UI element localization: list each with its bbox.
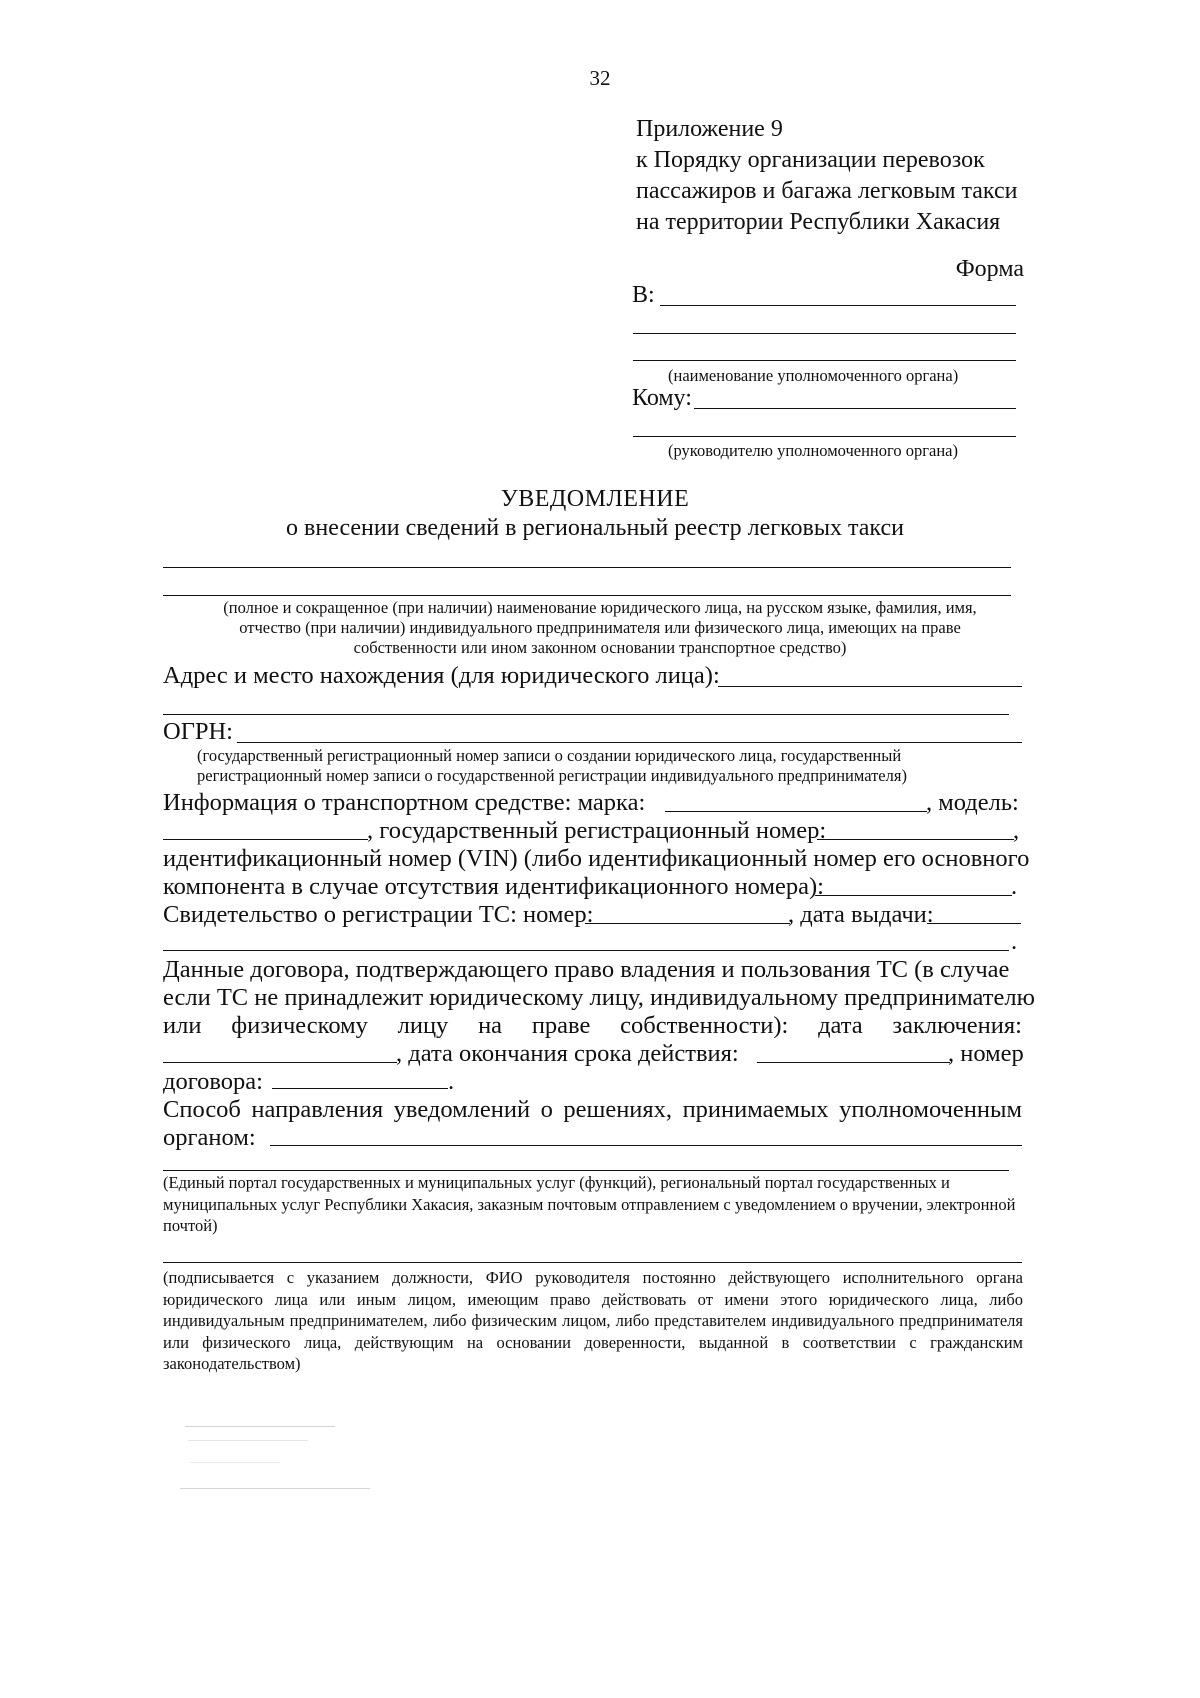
ogrn-field[interactable] [237,742,1022,743]
page-number: 32 [589,66,611,90]
notification-word: уполномоченным [839,1096,1022,1123]
applicant-name-field[interactable] [163,567,1011,568]
whom-field[interactable] [694,408,1016,409]
whom-field-line-2[interactable] [633,436,1016,437]
certificate-issue-date-field[interactable] [927,923,1021,924]
vehicle-brand-field[interactable] [665,811,927,812]
notification-word: о [540,1096,553,1123]
contract-word: собственности): [620,1012,789,1039]
notification-word: решениях, [563,1096,673,1123]
ogrn-caption [197,746,907,786]
certificate-number-field[interactable] [585,923,790,924]
contract-word: заключения: [892,1012,1022,1039]
appendix-line-3: пассажиров и багажа легковым такси [636,178,1018,204]
contract-label: договора: [163,1068,263,1095]
contract-line-3 [163,1012,1022,1040]
form-label: Форма [955,256,1024,282]
to-caption: (наименование уполномоченного органа) [668,366,959,385]
contract-conclusion-date-field[interactable] [163,1062,397,1063]
certificate-period: . [1011,928,1018,955]
applicant-caption [0,598,1200,658]
vin-line-2: компонента в случае отсутствия идентификационного номера): [163,873,824,900]
contract-word: лицу [397,1012,449,1039]
notification-word: Способ [163,1096,241,1123]
address-field[interactable] [718,686,1022,687]
ogrn-caption-line-1: (государственный регистрационный номер записи о создании юридического лица, государственный [197,746,902,765]
document-subtitle: о внесении сведений в региональный реестр легковых такси [286,515,904,541]
applicant-caption-line-2: отчество (при наличии) индивидуального предпринимателя или физического лица, имеющих на праве [239,618,961,637]
contract-word: физическому [231,1012,368,1039]
contract-word: дата [818,1012,863,1039]
applicant-name-field-line-2[interactable] [163,595,1011,596]
certificate-label: Свидетельство о регистрации ТС: номер: [163,901,594,928]
to-field-line-3[interactable] [633,360,1016,361]
vehicle-reg-number-label: , государственный регистрационный номер: [367,817,827,844]
to-label: В: [632,282,655,308]
notification-method-field[interactable] [270,1145,1022,1146]
vehicle-model-field[interactable] [163,839,368,840]
appendix-line-1: Приложение 9 [636,116,783,142]
whom-label: Кому: [632,385,692,411]
notification-method-field-line-2[interactable] [163,1170,1009,1171]
certificate-field-line-2[interactable] [163,950,1009,951]
contract-period: . [448,1068,455,1095]
contract-word: праве [531,1012,591,1039]
vehicle-reg-number-field[interactable] [817,839,1014,840]
applicant-caption-line-3: собственности или ином законном основании транспортное средство) [353,638,847,657]
vin-period: . [1011,873,1018,900]
contract-end-date-field[interactable] [757,1062,950,1063]
address-label: Адрес и место нахождения (для юридического лица): [163,662,720,689]
document-title: УВЕДОМЛЕНИЕ [500,486,690,512]
vehicle-model-label: , модель: [926,789,1019,816]
contract-number-label: , номер [948,1040,1024,1067]
whom-caption: (руководителю уполномоченного органа) [668,441,958,460]
appendix-header [636,114,1018,238]
vin-field[interactable] [815,895,1012,896]
signature-caption: (подписывается с указанием должности, ФИО руководителя постоянно действующего исполнительного органа юридического лица или иным лицом, имеющим право действовать от имени этого юридического лица, либо индивидуальным предпринимателем, либо физическим лицом, либо представителем индивидуального предпринимателя или физического лица, действующим на основании доверенности, выданной в соответствии с гражданским законодательством) [163,1268,1023,1373]
to-field-line-2[interactable] [633,333,1016,334]
contract-line-1: Данные договора, подтверждающего право владения и пользования ТС (в случае [163,956,1010,983]
certificate-issue-date-label: , дата выдачи: [788,901,934,928]
signature-field[interactable] [163,1262,1022,1263]
notification-line-1 [163,1096,1022,1124]
contract-line-2: если ТС не принадлежит юридическому лицу, индивидуальному предпринимателю [163,984,1035,1011]
ogrn-label: ОГРН: [163,718,233,745]
appendix-line-4: на территории Республики Хакасия [636,209,1001,235]
address-field-line-2[interactable] [163,714,1009,715]
applicant-caption-line-1: (полное и сокращенное (при наличии) наименование юридического лица, на русском языке, фамилия, имя, [223,598,977,617]
contract-end-date-label: , дата окончания срока действия: [396,1040,739,1067]
notification-word: принимаемых [682,1096,829,1123]
contract-word: на [478,1012,503,1039]
contract-number-field[interactable] [272,1088,448,1089]
organ-label: органом: [163,1124,256,1151]
method-caption: (Единый портал государственных и муниципальных услуг (функций), региональный портал государственных и муниципальных услуг Республики Хакасия, заказным почтовым отправлением с уведомлением о вручении, электронной почтой) [163,1173,1016,1235]
vin-line-1: идентификационный номер (VIN) (либо идентификационный номер его основного [163,845,1030,872]
appendix-line-2: к Порядку организации перевозок [636,147,985,173]
ogrn-caption-line-2: регистрационный номер записи о государственной регистрации индивидуального предпринимателя) [197,766,907,785]
contract-word: или [163,1012,202,1039]
to-field[interactable] [660,305,1016,306]
vehicle-info-label: Информация о транспортном средстве: марка: [163,789,646,816]
notification-word: направления [251,1096,384,1123]
notification-word: уведомлений [393,1096,531,1123]
reg-number-comma: , [1013,817,1020,844]
